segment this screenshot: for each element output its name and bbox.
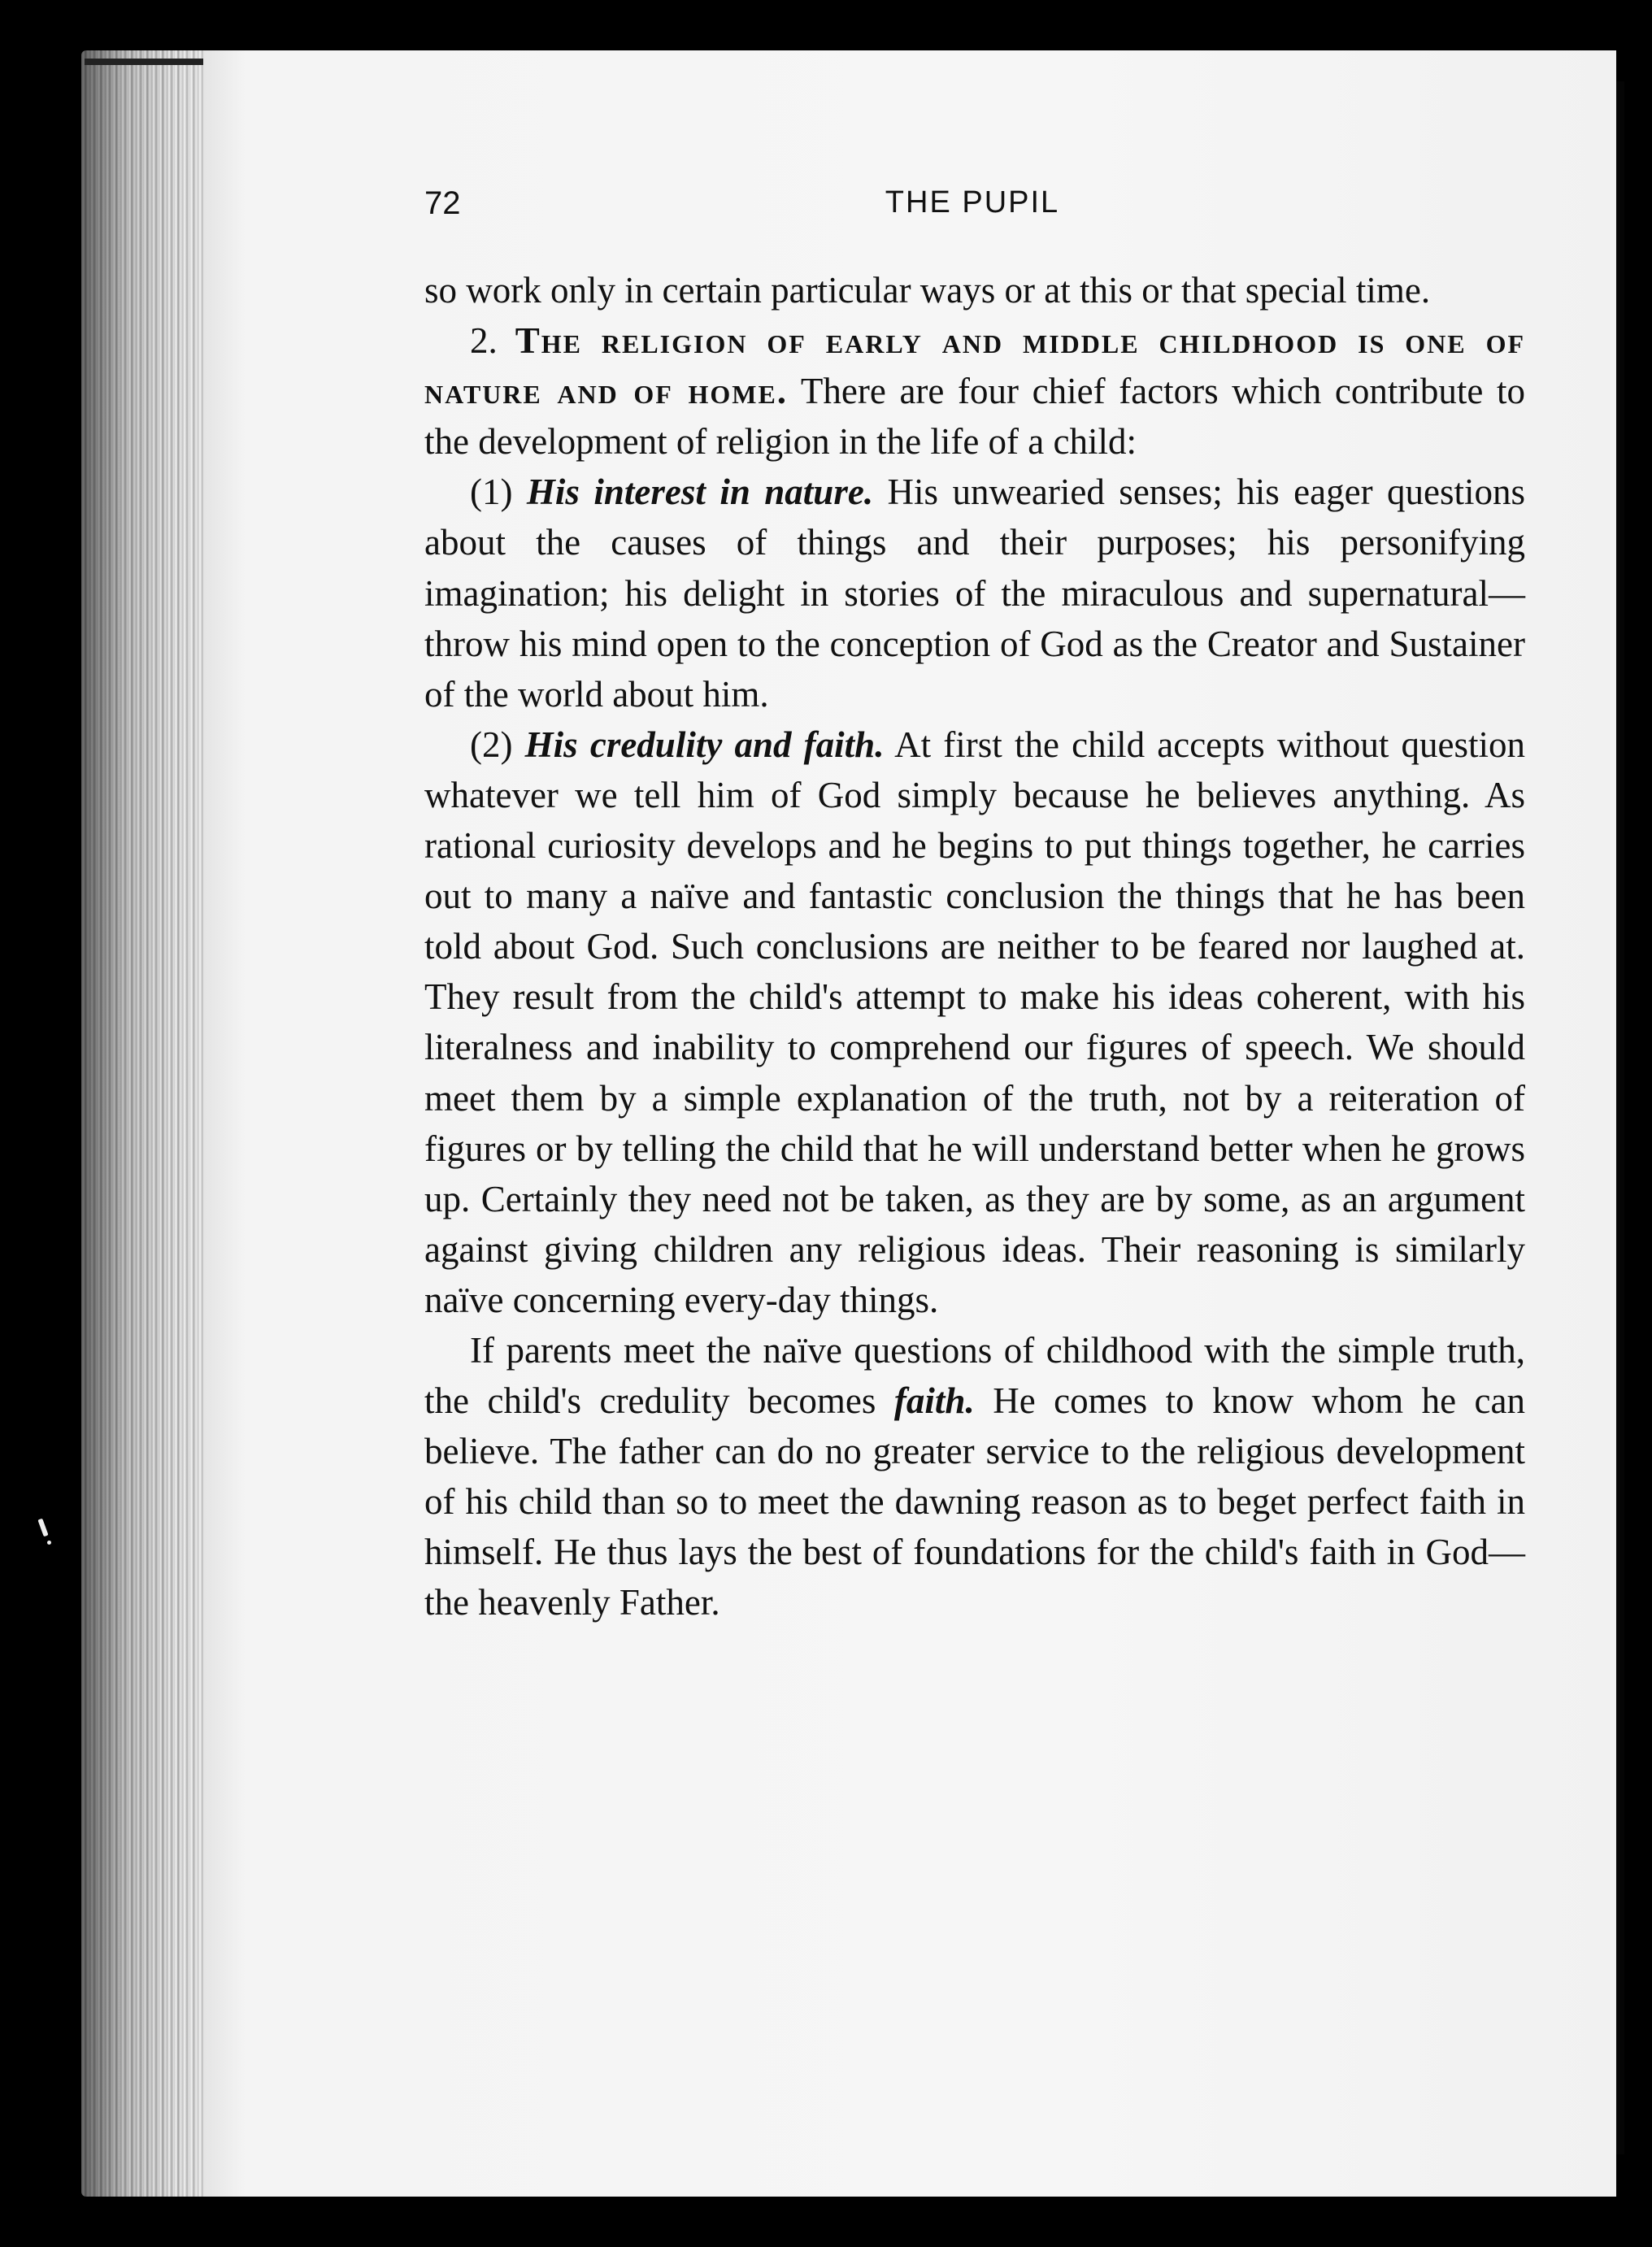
page-header (424, 185, 1520, 234)
spine-top-edge (85, 59, 206, 65)
paragraph-continuation (424, 265, 1525, 315)
paragraph-text: so work only in certain particular ways or at this or that special time. (424, 270, 1431, 311)
factor-number: (1) (470, 472, 513, 513)
paragraph-text: His unwearied senses; his eager questions about the causes of things and their purposes; his personifying imagination; his delight in stories of the miraculous and supernatural—throw his mind open to the conception of God as the Creator and Sustainer of the world about him. (424, 472, 1526, 715)
page-right-edge (1616, 81, 1624, 2154)
paragraph-section-2 (424, 315, 1525, 467)
factor-number: (2) (470, 724, 513, 765)
section-number: 2. (470, 320, 498, 362)
paragraph-text: If parents meet the naïve questions of childhood with the simple truth, the child's credulity becomes (424, 1329, 1525, 1422)
paragraph-text: There are four chief factors which contribute to the development of religion in the life of a child: (424, 371, 1526, 463)
factor-heading: His credulity and faith. (524, 724, 885, 765)
spine-shadow (81, 50, 211, 2197)
dust-speck (37, 1519, 48, 1537)
dust-speck-dot (47, 1541, 51, 1545)
paragraph-text: At first the child accepts without question whatever we tell him of God simply because he believes anything. As rational curiosity develops and he begins to put things together, he carries out to many a naïve and fantastic conclusion the things that he has been told about God. Such conclusions are neither to be feared nor laughed at. They result from the child's attempt to make his ideas coherent, with his literalness and inability to comprehend our figures of speech. We should meet them by a simple explanation of the truth, not by a reiteration of figures or by telling the child that he will understand better when he grows up. Certainly they need not be taken, as they are by some, as an argument against giving children any religious ideas. Their reasoning is similarly naïve concerning every-day things. (424, 724, 1525, 1320)
paragraph-factor-1 (424, 467, 1525, 719)
paragraph-text: He comes to know whom he can believe. The father can do no greater service to the religious development of his child than so to meet the dawning reason as to beget perfect faith in himself. He thus lays the best of foundations for the child's faith in God—the heavenly Father. (424, 1380, 1526, 1623)
page-number: 72 (424, 185, 461, 221)
factor-heading: His interest in nature. (526, 472, 874, 513)
paragraph-closing (424, 1325, 1525, 1628)
running-head: THE PUPIL (885, 185, 1060, 219)
section-heading: The religion of early and middle childhood is one of nature and of home. (424, 320, 1526, 412)
emphasis-word: faith. (893, 1380, 975, 1422)
paragraph-factor-2 (424, 719, 1525, 1325)
page-body-text (424, 265, 1525, 1628)
